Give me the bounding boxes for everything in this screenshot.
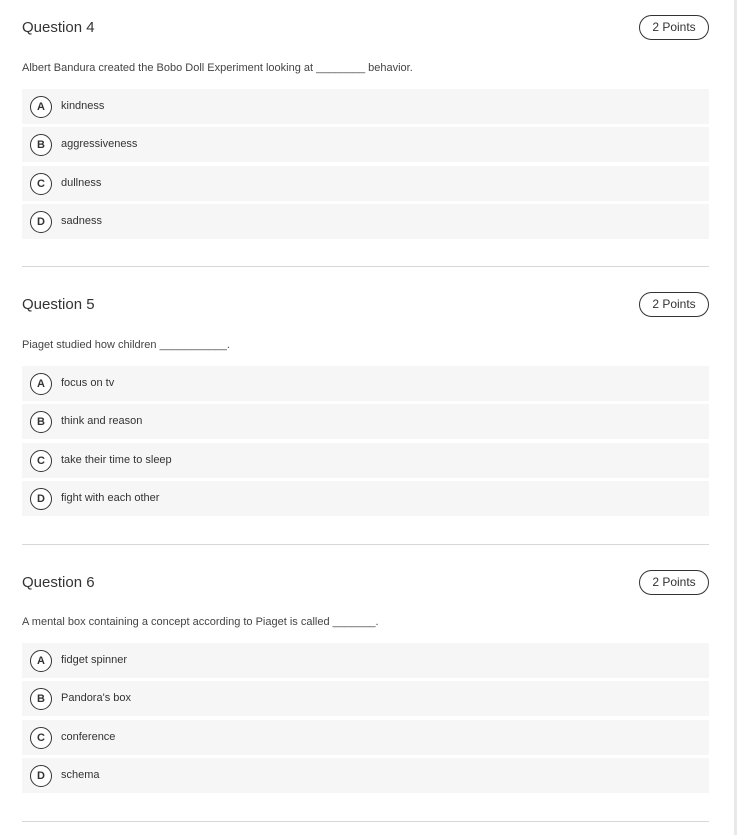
question-text: A mental box containing a concept according to Piaget is called _______. bbox=[22, 616, 379, 628]
option-letter: C bbox=[30, 727, 52, 749]
question-title: Question 4 bbox=[22, 19, 95, 36]
option-label: kindness bbox=[61, 100, 105, 112]
option-c[interactable] bbox=[22, 443, 709, 478]
option-label: fidget spinner bbox=[61, 654, 128, 666]
option-b[interactable] bbox=[22, 404, 709, 439]
option-label: dullness bbox=[61, 176, 102, 189]
option-d[interactable] bbox=[22, 204, 709, 239]
answer-options bbox=[22, 643, 709, 797]
option-label: fight with each other bbox=[61, 492, 160, 505]
option-label: schema bbox=[61, 769, 100, 782]
points-badge[interactable]: 2 Points bbox=[639, 292, 709, 317]
question-text: Piaget studied how children ___________. bbox=[22, 339, 230, 351]
question-6 bbox=[22, 574, 709, 783]
option-label: Pandora's box bbox=[61, 692, 131, 705]
option-label: think and reason bbox=[61, 415, 143, 428]
option-c[interactable] bbox=[22, 720, 709, 755]
option-letter: C bbox=[30, 173, 52, 195]
option-letter: B bbox=[30, 411, 52, 433]
option-label: sadness bbox=[61, 215, 102, 228]
question-5 bbox=[22, 296, 709, 506]
option-b[interactable] bbox=[22, 681, 709, 716]
points-badge[interactable]: 2 Points bbox=[639, 570, 709, 595]
option-label: take their time to sleep bbox=[61, 453, 172, 466]
question-4 bbox=[22, 19, 709, 229]
option-a[interactable] bbox=[22, 89, 709, 124]
option-letter: D bbox=[30, 765, 52, 787]
section-divider bbox=[22, 821, 709, 822]
option-c[interactable] bbox=[22, 166, 709, 201]
option-d[interactable] bbox=[22, 758, 709, 793]
option-label: focus on tv bbox=[61, 377, 115, 389]
option-letter: C bbox=[30, 450, 52, 472]
question-title: Question 5 bbox=[22, 296, 95, 313]
option-label: conference bbox=[61, 730, 116, 743]
question-header bbox=[22, 574, 709, 600]
option-letter: A bbox=[30, 650, 52, 672]
option-letter: B bbox=[30, 688, 52, 710]
section-divider bbox=[22, 266, 709, 267]
points-badge[interactable]: 2 Points bbox=[639, 15, 709, 40]
question-header bbox=[22, 296, 709, 322]
answer-options bbox=[22, 89, 709, 243]
question-title: Question 6 bbox=[22, 574, 95, 591]
option-letter: D bbox=[30, 488, 52, 510]
option-a[interactable] bbox=[22, 366, 709, 401]
option-b[interactable] bbox=[22, 127, 709, 162]
question-text: Albert Bandura created the Bobo Doll Experiment looking at ________ behavior. bbox=[22, 62, 413, 74]
section-divider bbox=[22, 544, 709, 545]
option-letter: A bbox=[30, 373, 52, 395]
answer-options bbox=[22, 366, 709, 520]
option-letter: A bbox=[30, 96, 52, 118]
option-letter: D bbox=[30, 211, 52, 233]
option-letter: B bbox=[30, 134, 52, 156]
option-label: aggressiveness bbox=[61, 138, 138, 151]
option-d[interactable] bbox=[22, 481, 709, 516]
question-header bbox=[22, 19, 709, 45]
option-a[interactable] bbox=[22, 643, 709, 678]
